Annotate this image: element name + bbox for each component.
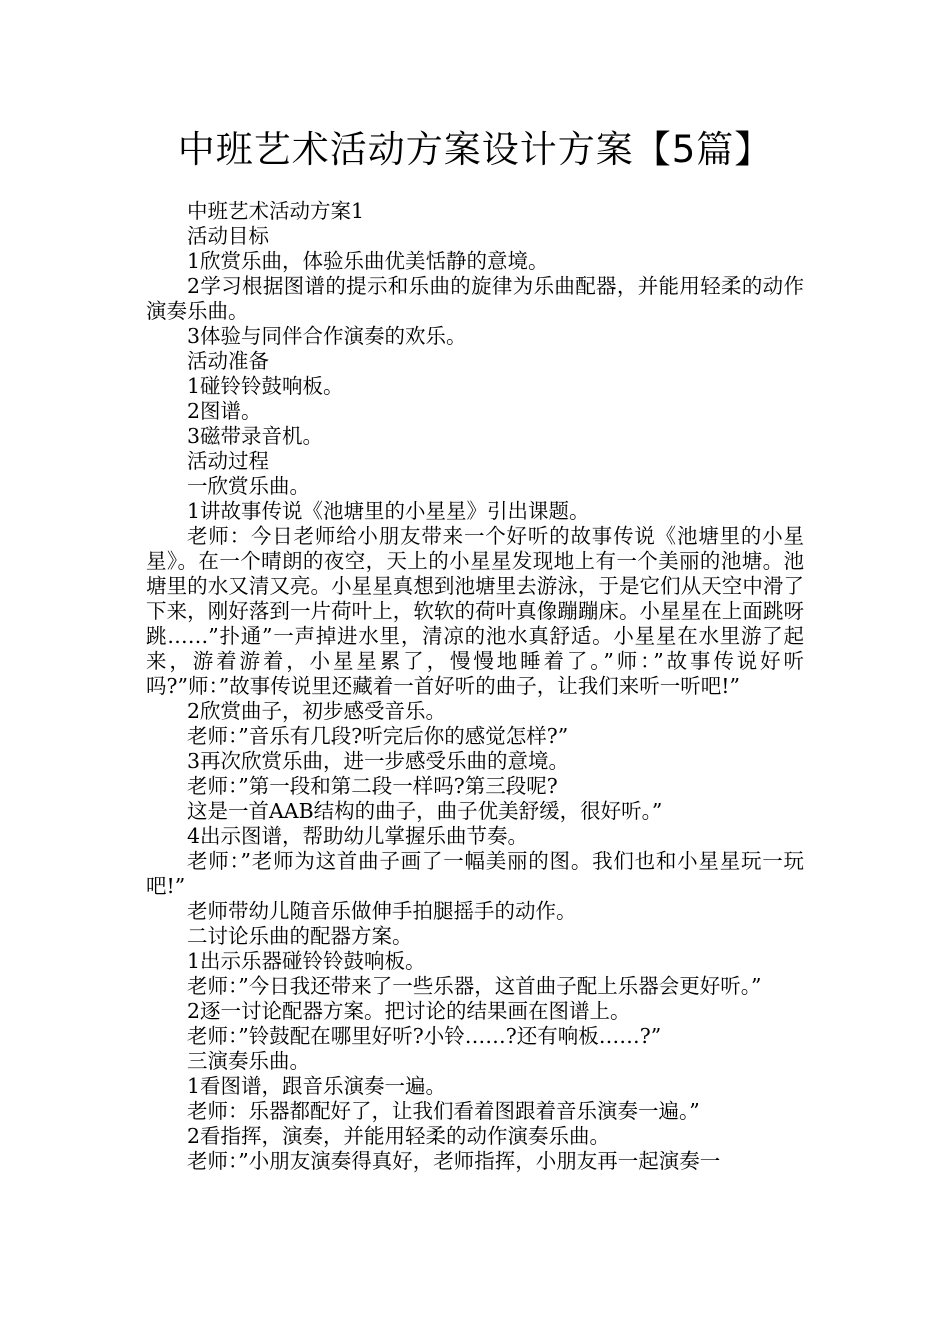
body-paragraph: 一欣赏乐曲。	[187, 474, 310, 498]
body-paragraph: 老师：”今日我还带来了一些乐器，这首曲子配上乐器会更好听。”	[187, 974, 762, 998]
body-paragraph: 老师：”铃鼓配在哪里好听?小铃……?还有响板……?”	[187, 1024, 662, 1048]
body-paragraph: 2图谱。	[187, 399, 262, 423]
body-paragraph: 活动目标	[187, 224, 269, 248]
body-paragraph: 老师：”老师为这首曲子画了一幅美丽的图。我们也和小星星玩一玩吧!”	[146, 849, 804, 898]
body-paragraph: 中班艺术活动方案1	[187, 199, 365, 223]
body-paragraph: 活动过程	[187, 449, 269, 473]
body-paragraph: 二讨论乐曲的配器方案。	[187, 924, 413, 948]
body-paragraph: 3体验与同伴合作演奏的欢乐。	[187, 324, 467, 348]
body-paragraph: 2看指挥，演奏，并能用轻柔的动作演奏乐曲。	[187, 1124, 611, 1148]
body-paragraph: 1碰铃铃鼓响板。	[187, 374, 344, 398]
body-paragraph: 1看图谱，跟音乐演奏一遍。	[187, 1074, 447, 1098]
body-paragraph: 2学习根据图谱的提示和乐曲的旋律为乐曲配器，并能用轻柔的动作演奏乐曲。	[146, 274, 804, 323]
body-paragraph: 老师带幼儿随音乐做伸手拍腿摇手的动作。	[187, 899, 577, 923]
body-paragraph: 老师：今日老师给小朋友带来一个好听的故事传说《池塘里的小星星》。在一个晴朗的夜空，天上的小星星发现地上有一个美丽的池塘。池塘里的水又清又亮。小星星真想到池塘里去游泳，于是它们从天空中滑了下来，刚好落到一片荷叶上，软软的荷叶真像蹦蹦床。小星星在上面跳呀跳……”扑通”一声掉进水里，清凉的池水真舒适。小星星在水里游了起来，游着游着，小星星累了，慢慢地睡着了。”师：”故事传说好听吗?”师：”故事传说里还藏着一首好听的曲子，让我们来听一听吧!”	[146, 524, 804, 698]
body-paragraph: 老师：”第一段和第二段一样吗?第三段呢?	[187, 774, 558, 798]
body-paragraph: 1出示乐器碰铃铃鼓响板。	[187, 949, 426, 973]
body-paragraph: 这是一首AAB结构的曲子，曲子优美舒缓，很好听。”	[187, 799, 663, 823]
body-paragraph: 三演奏乐曲。	[187, 1049, 310, 1073]
body-paragraph: 老师：”音乐有几段?听完后你的感觉怎样?”	[187, 724, 569, 748]
body-paragraph: 1讲故事传说《池塘里的小星星》引出课题。	[187, 499, 590, 523]
body-paragraph: 3再次欣赏乐曲，进一步感受乐曲的意境。	[187, 749, 570, 773]
body-paragraph: 活动准备	[187, 349, 269, 373]
body-paragraph: 2逐一讨论配器方案。把讨论的结果画在图谱上。	[187, 999, 631, 1023]
document-body	[146, 199, 804, 1174]
body-paragraph: 老师：乐器都配好了，让我们看着图跟着音乐演奏一遍。”	[187, 1099, 700, 1123]
document-title: 中班艺术活动方案设计方案【5篇】	[177, 128, 773, 171]
body-paragraph: 3磁带录音机。	[187, 424, 324, 448]
body-paragraph: 老师：”小朋友演奏得真好，老师指挥，小朋友再一起演奏一	[187, 1149, 721, 1173]
body-paragraph: 4出示图谱，帮助幼儿掌握乐曲节奏。	[187, 824, 529, 848]
body-paragraph: 1欣赏乐曲，体验乐曲优美恬静的意境。	[187, 249, 549, 273]
body-paragraph: 2欣赏曲子，初步感受音乐。	[187, 699, 447, 723]
